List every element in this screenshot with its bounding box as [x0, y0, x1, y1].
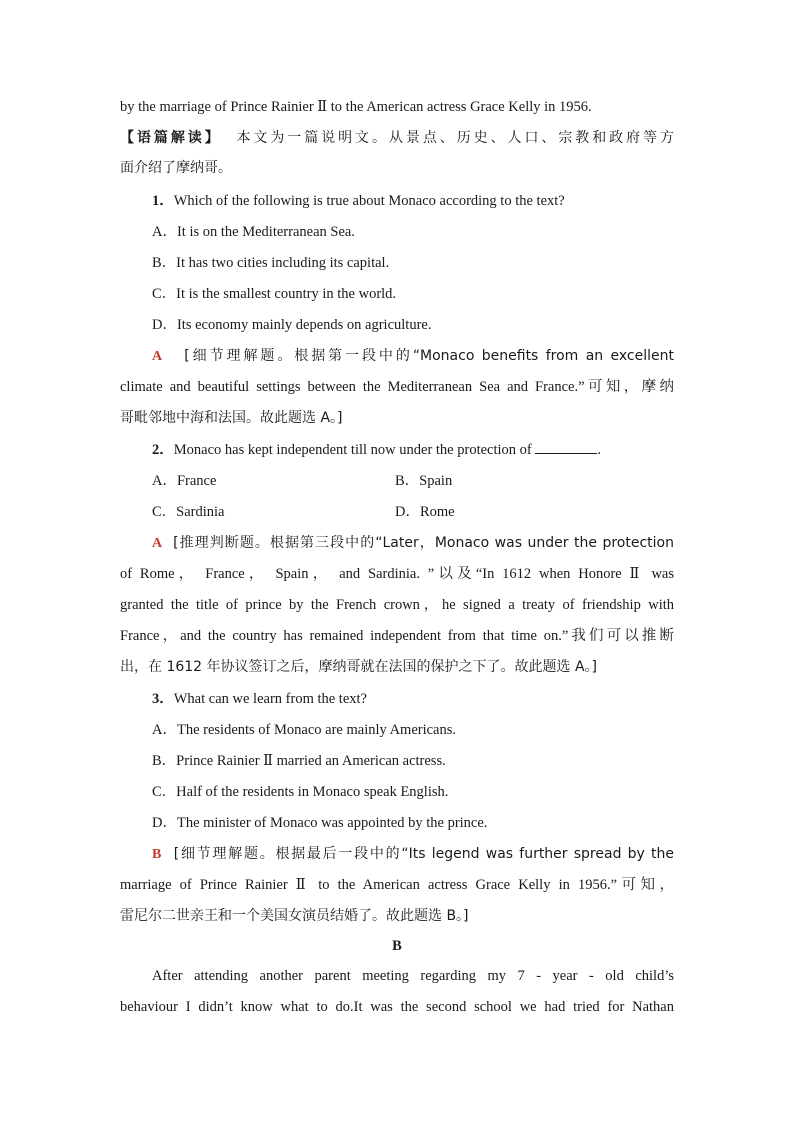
question-1-option-c: C．It is the smallest country in the world. — [152, 286, 397, 302]
answer-blank — [535, 441, 597, 454]
question-2-explanation-line-1: A [推理判断题。根据第三段中的“Later，Monaco was under the protection — [152, 535, 674, 551]
question-2-explanation-line-2: of Rome， France， Spain， and Sardinia. ”以及“In 1612 when Honore Ⅱ was — [120, 566, 674, 582]
question-3-option-c: C．Half of the residents in Monaco speak English. — [152, 784, 449, 800]
question-3-explanation-line-3: 雷尼尔二世亲王和一个美国女演员结婚了。故此题选 B。] — [120, 908, 469, 924]
question-1-explanation-line-3: 哥毗邻地中海和法国。故此题选 A。] — [120, 410, 343, 426]
question-1-explanation-line-1: A [细节理解题。根据第一段中的“Monaco benefits from an excellent — [152, 348, 674, 364]
passage-reading-line-2: 面介绍了摩纳哥。 — [120, 160, 232, 176]
question-1-explanation-line-2: climate and beautiful settings between the Mediterranean Sea and France.”可知，摩纳 — [120, 379, 674, 395]
question-3-stem: 3．What can we learn from the text? — [152, 691, 367, 707]
passage-reading-label: 【语篇解读】 — [120, 130, 222, 146]
question-3-explanation-line-2: marriage of Prince Rainier Ⅱ to the American actress Grace Kelly in 1956.”可知， — [120, 877, 674, 893]
question-2-answer: A — [152, 536, 163, 551]
question-2-option-b: B．Spain — [395, 473, 453, 489]
question-1-stem: 1．Which of the following is true about Monaco according to the text? — [152, 193, 565, 209]
passage-b-line-2: behaviour I didn’t know what to do.It was the second school we had tried for Nathan — [120, 999, 674, 1015]
question-3-answer: B — [152, 847, 162, 862]
question-3-explanation-line-1: B [细节理解题。根据最后一段中的“Its legend was further spread by the — [152, 846, 674, 862]
section-heading-b: B — [392, 938, 402, 954]
question-2-option-a: A．France — [152, 473, 217, 489]
question-3-option-d: D．The minister of Monaco was appointed by the prince. — [152, 815, 488, 831]
question-2-stem: 2．Monaco has kept independent till now under the protection of . — [152, 442, 601, 458]
question-2-explanation-line-3: granted the title of prince by the French crown，he signed a treaty of friendship with — [120, 597, 674, 613]
question-2-option-c: C．Sardinia — [152, 504, 225, 520]
passage-b-line-1: After attending another parent meeting regarding my 7 - year - old child’s — [152, 968, 674, 984]
question-2-explanation-line-4: France，and the country has remained independent from that time on.”我们可以推断 — [120, 628, 674, 644]
question-3-option-b: B．Prince Rainier Ⅱ married an American actress. — [152, 753, 446, 769]
question-2-option-d: D．Rome — [395, 504, 455, 520]
question-1-option-a: A．It is on the Mediterranean Sea. — [152, 224, 355, 240]
question-1-option-b: B．It has two cities including its capital. — [152, 255, 390, 271]
intro-continuation-line: by the marriage of Prince Rainier Ⅱ to the American actress Grace Kelly in 1956. — [120, 99, 592, 115]
question-1-answer: A — [152, 349, 163, 364]
question-1-option-d: D．Its economy mainly depends on agriculture. — [152, 317, 432, 333]
question-2-explanation-line-5: 出，在 1612 年协议签订之后，摩纳哥就在法国的保护之下了。故此题选 A。] — [120, 659, 598, 675]
passage-reading-line-1: 【语篇解读】 本文为一篇说明文。从景点、历史、人口、宗教和政府等方 — [120, 130, 674, 146]
question-3-option-a: A．The residents of Monaco are mainly Americans. — [152, 722, 457, 738]
